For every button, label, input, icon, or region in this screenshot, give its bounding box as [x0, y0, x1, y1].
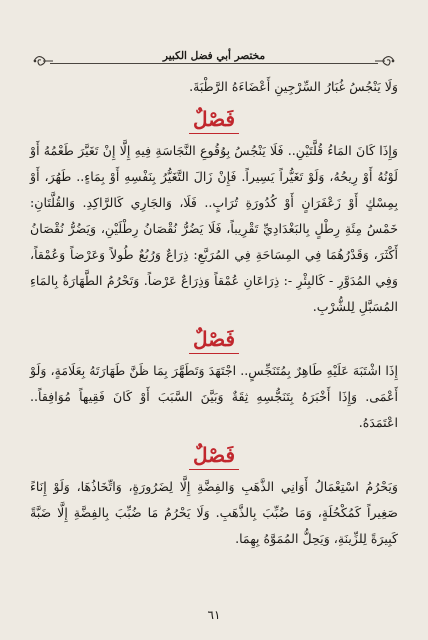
paragraph: وَإِذَا كَانَ المَاءُ قُلَّتَيْنِ.. فَلَا يَنْجُسُ بِوُقُوعِ النَّجَاسَةِ فِيهِ إِلَّا إِنْ تَغَيَّرَ طَعْمُهُ أَوْ لَوْنُهُ أَوْ رِيحُهُ، وَلَوْ تَغَيُّراً يَسِيراً. فَإِنْ زَالَ التَّغَيُّرُ بِنَفْسِهِ أَوْ بِمَاءٍ.. طَهُرَ، أَوْ بِمِسْكٍ أَوْ زَعْفَرَانٍ أَوْ كُدُورَةِ تُرَابٍ.. فَلَا، وَالجَارِي كَالرَّاكِدِ. وَالقُلَّتَانِ: خَمْسُ مِئَةِ رِطْلٍ بِالبَغْدَادِيِّ تَقْرِيباً، فَلَا يَضُرُّ نُقْصَانُ رِطْلَيْنِ، وَيَضُرُّ نُقْصَانُ أَكْثَرَ، وَقَدْرُهُمَا فِي المِسَاحَةِ فِي المُرَبَّعِ: ذِرَاعٌ وَرُبُعٌ طُولاً وَعَرْضاً وَعُمْقاً، وَفِي المُدَوَّرِ - كَالبِئْرِ -: ذِرَاعَانِ عُمْقاً وَذِرَاعٌ عَرْضاً. وَتَحْرُمُ الطَّهَارَةُ بِالمَاءِ المُسَبَّلِ لِلشُّرْبِ. [30, 143, 398, 314]
section-heading-text: فَصْلٌ [189, 107, 239, 134]
paragraph: وَيَحْرُمُ اسْتِعْمَالُ أَوَانِي الذَّهَبِ وَالفِضَّةِ إِلَّا لِضَرُورَةٍ، وَاتِّخَاذُهَا، وَلَوْ إِنَاءً صَغِيراً كَمُكْحُلَةٍ، وَمَا ضُبِّبَ بِالذَّهَبِ. وَلَا يَحْرُمُ مَا ضُبِّبَ بِالفِضَّةِ إِلَّا ضَبَّةً كَبِيرَةً لِلزِّينَةِ، وَيَحِلُّ المُمَوَّهُ بِهِمَا. [30, 479, 398, 546]
page-number: ٦١ [207, 608, 221, 622]
header-rule [50, 63, 378, 64]
section-heading [30, 438, 398, 472]
header-title: مختصر أبي فضل الكبير [157, 50, 271, 62]
section-heading [30, 102, 398, 136]
ornament-right-icon [374, 52, 396, 70]
running-header [26, 40, 402, 66]
paragraph: وَلَا يَنْجُسُ غُبَارُ السِّرْجِينِ أَعْضَاءَهُ الرَّطْبَةَ. [189, 79, 398, 94]
ornament-left-icon [32, 52, 54, 70]
page-body [30, 74, 398, 552]
section-heading-text: فَصْلٌ [189, 443, 239, 470]
section-heading-text: فَصْلٌ [189, 327, 239, 354]
paragraph: إِذَا اشْتَبَهَ عَلَيْهِ طَاهِرٌ بِمُتَنَجِّسٍ.. اجْتَهَدَ وَتَطَهَّرَ بِمَا ظَنَّ طَهَارَتَهُ بِعَلَامَةٍ، وَلَوْ أَعْمَى. وَإِذَا أَخْبَرَهُ بِتَنَجُّسِهِ ثِقَةٌ وَبَيَّنَ السَّبَبَ أَوْ كَانَ فَقِيهاً مُوَافِقاً.. اعْتَمَدَهُ. [30, 363, 398, 430]
section-heading [30, 322, 398, 356]
